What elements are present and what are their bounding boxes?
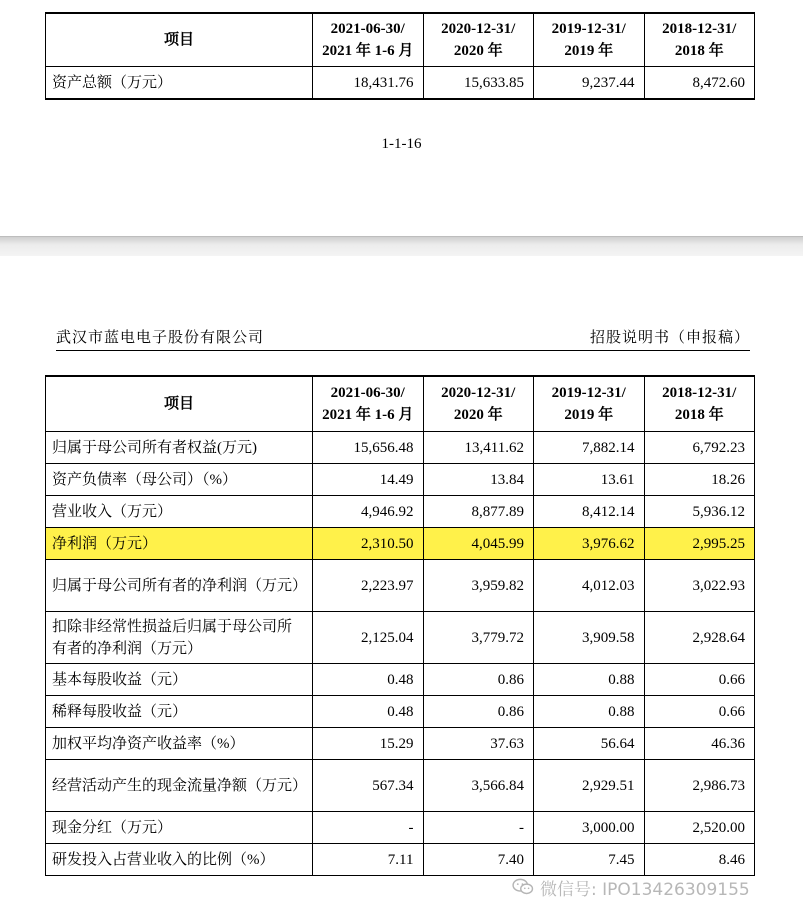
cell-value: 3,566.84 <box>423 760 534 812</box>
table-row <box>46 464 755 496</box>
header-period-2021h1: 2021-06-30/ 2021 年 1-6 月 <box>313 376 424 432</box>
financial-indicators-table <box>45 375 755 876</box>
cell-value: 7.11 <box>313 844 424 876</box>
table-header-row <box>46 13 755 67</box>
row-label: 归属于母公司所有者权益(万元) <box>46 432 313 464</box>
table-row <box>46 696 755 728</box>
row-label: 扣除非经常性损益后归属于母公司所有者的净利润（万元） <box>46 612 313 664</box>
header-period-2020: 2020-12-31/ 2020 年 <box>423 376 534 432</box>
header-period-2018: 2018-12-31/ 2018 年 <box>644 13 755 67</box>
row-label: 经营活动产生的现金流量净额（万元） <box>46 760 313 812</box>
cell-value: 2,995.25 <box>644 528 755 560</box>
header-period-2018: 2018-12-31/ 2018 年 <box>644 376 755 432</box>
cell-value: 2,125.04 <box>313 612 424 664</box>
cell-value: 0.66 <box>644 664 755 696</box>
table-header-row <box>46 376 755 432</box>
cell-value: 7.40 <box>423 844 534 876</box>
row-label: 资产负债率（母公司）（%） <box>46 464 313 496</box>
row-label: 基本每股收益（元） <box>46 664 313 696</box>
cell-value: 0.88 <box>534 664 645 696</box>
cell-value: 46.36 <box>644 728 755 760</box>
row-label: 归属于母公司所有者的净利润（万元） <box>46 560 313 612</box>
table-row <box>46 664 755 696</box>
row-label: 资产总额（万元） <box>46 67 313 100</box>
table-row <box>46 812 755 844</box>
cell-value: 8,877.89 <box>423 496 534 528</box>
cell-value: 8,412.14 <box>534 496 645 528</box>
table-row <box>46 844 755 876</box>
cell-value: 2,928.64 <box>644 612 755 664</box>
cell-value: 2,310.50 <box>313 528 424 560</box>
cell-value: 37.63 <box>423 728 534 760</box>
header-period-2021h1: 2021-06-30/ 2021 年 1-6 月 <box>313 13 424 67</box>
table-row <box>46 67 755 100</box>
wechat-watermark <box>512 874 750 900</box>
cell-value: 5,936.12 <box>644 496 755 528</box>
page-number: 1-1-16 <box>381 136 422 152</box>
cell-value: 4,946.92 <box>313 496 424 528</box>
cell-value: 13,411.62 <box>423 432 534 464</box>
cell-value: 9,237.44 <box>534 67 645 100</box>
cell-value: 2,223.97 <box>313 560 424 612</box>
cell-value: 15,633.85 <box>423 67 534 100</box>
cell-value: 7.45 <box>534 844 645 876</box>
cell-value: 7,882.14 <box>534 432 645 464</box>
cell-value: - <box>423 812 534 844</box>
table-body <box>46 432 755 876</box>
header-period-2019: 2019-12-31/ 2019 年 <box>534 13 645 67</box>
cell-value: - <box>313 812 424 844</box>
cell-value: 56.64 <box>534 728 645 760</box>
row-label: 研发投入占营业收入的比例（%） <box>46 844 313 876</box>
cell-value: 13.61 <box>534 464 645 496</box>
cell-value: 8.46 <box>644 844 755 876</box>
cell-value: 8,472.60 <box>644 67 755 100</box>
cell-value: 3,909.58 <box>534 612 645 664</box>
header-item: 项目 <box>46 13 313 67</box>
table-row <box>46 496 755 528</box>
cell-value: 4,012.03 <box>534 560 645 612</box>
cell-value: 4,045.99 <box>423 528 534 560</box>
cell-value: 2,520.00 <box>644 812 755 844</box>
cell-value: 3,000.00 <box>534 812 645 844</box>
cell-value: 3,976.62 <box>534 528 645 560</box>
cell-value: 13.84 <box>423 464 534 496</box>
header-period-2019: 2019-12-31/ 2019 年 <box>534 376 645 432</box>
cell-value: 2,929.51 <box>534 760 645 812</box>
cell-value: 18,431.76 <box>313 67 424 100</box>
row-label: 加权平均净资产收益率（%） <box>46 728 313 760</box>
wechat-icon <box>512 878 534 896</box>
company-name: 武汉市蓝电电子股份有限公司 <box>56 328 265 346</box>
cell-value: 0.48 <box>313 664 424 696</box>
row-label: 稀释每股收益（元） <box>46 696 313 728</box>
document-title: 招股说明书（申报稿） <box>589 328 750 346</box>
row-label: 净利润（万元） <box>46 528 313 560</box>
cell-value: 0.86 <box>423 664 534 696</box>
table-row <box>46 528 755 560</box>
cell-value: 14.49 <box>313 464 424 496</box>
cell-value: 3,779.72 <box>423 612 534 664</box>
cell-value: 0.88 <box>534 696 645 728</box>
page-break-divider <box>0 236 803 256</box>
cell-value: 0.66 <box>644 696 755 728</box>
header-period-2020: 2020-12-31/ 2020 年 <box>423 13 534 67</box>
cell-value: 2,986.73 <box>644 760 755 812</box>
total-assets-table <box>45 12 755 100</box>
cell-value: 567.34 <box>313 760 424 812</box>
table-row <box>46 612 755 664</box>
cell-value: 6,792.23 <box>644 432 755 464</box>
running-header <box>56 324 750 351</box>
table-row <box>46 560 755 612</box>
row-label: 营业收入（万元） <box>46 496 313 528</box>
cell-value: 15,656.48 <box>313 432 424 464</box>
table-row <box>46 432 755 464</box>
table-row <box>46 760 755 812</box>
cell-value: 3,959.82 <box>423 560 534 612</box>
cell-value: 18.26 <box>644 464 755 496</box>
cell-value: 15.29 <box>313 728 424 760</box>
table-row <box>46 728 755 760</box>
cell-value: 0.86 <box>423 696 534 728</box>
cell-value: 3,022.93 <box>644 560 755 612</box>
watermark-text: 微信号: IPO13426309155 <box>540 879 750 900</box>
header-item: 项目 <box>46 376 313 432</box>
cell-value: 0.48 <box>313 696 424 728</box>
row-label: 现金分红（万元） <box>46 812 313 844</box>
